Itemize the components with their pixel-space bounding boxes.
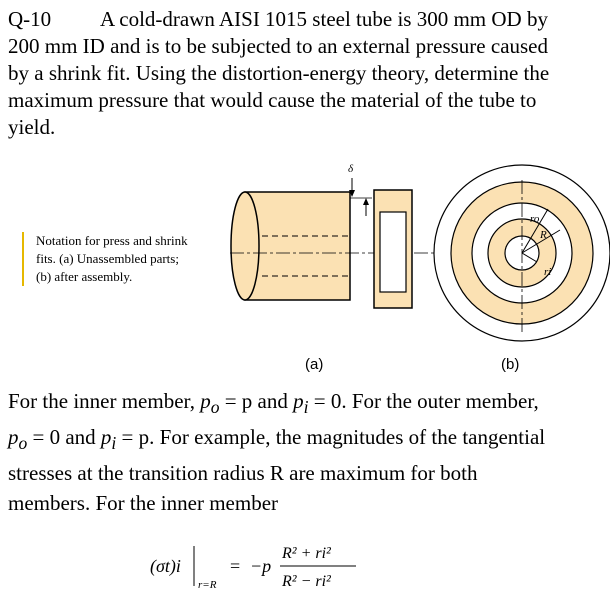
equation-minus-p: −p [250, 556, 272, 576]
problem-statement [8, 6, 608, 141]
explanation-line-4: members. For the inner member [8, 491, 279, 516]
delta-label: δ [348, 163, 354, 175]
figure-label-a: (a) [305, 356, 324, 373]
problem-line-3: by a shrink fit. Using the distortion-energy theory, determine the [8, 61, 550, 85]
equation-denominator: R² − ri² [282, 573, 331, 590]
problem-line-1: Q-10 A cold-drawn AISI 1015 steel tube is 300 mm OD by [8, 7, 548, 31]
equation-equals: = [230, 556, 241, 576]
problem-line-5: yield. [8, 115, 56, 139]
equation [150, 530, 450, 590]
explanation-line-1: For the inner member, $p_o = p$ and $p_i = 0$. For the outer member, [8, 389, 539, 418]
problem-line-2: 200 mm ID and is to be subjected to an external pressure caused [8, 34, 549, 58]
inner-member-shaft [231, 192, 350, 300]
problem-number: Q-10 [8, 7, 52, 31]
figure-caption: Notation for press and shrink fits. (a) Unassembled parts; (b) after assembly. [22, 232, 196, 286]
explanation [8, 386, 608, 518]
equation-numerator: R² + ri² [282, 545, 331, 562]
assembled-view [434, 165, 610, 341]
equation-svg [150, 530, 450, 590]
equation-subscript: r=R [198, 579, 217, 590]
explanation-line-3: stresses at the transition radius R are maximum for both [8, 461, 478, 486]
ro-label: ro [530, 213, 540, 225]
delta-arrows [349, 178, 372, 216]
R-label: R [540, 229, 547, 241]
ri-label: ri [544, 266, 552, 278]
outer-member-section [374, 190, 412, 308]
equation-lhs: (σt)i [150, 556, 181, 576]
figure-label-b: (b) [501, 356, 520, 373]
explanation-line-2: $p_o = 0$ and $p_i = p$. For example, the magnitudes of the tangential [8, 425, 546, 454]
problem-line-4: maximum pressure that would cause the material of the tube to [8, 88, 537, 112]
